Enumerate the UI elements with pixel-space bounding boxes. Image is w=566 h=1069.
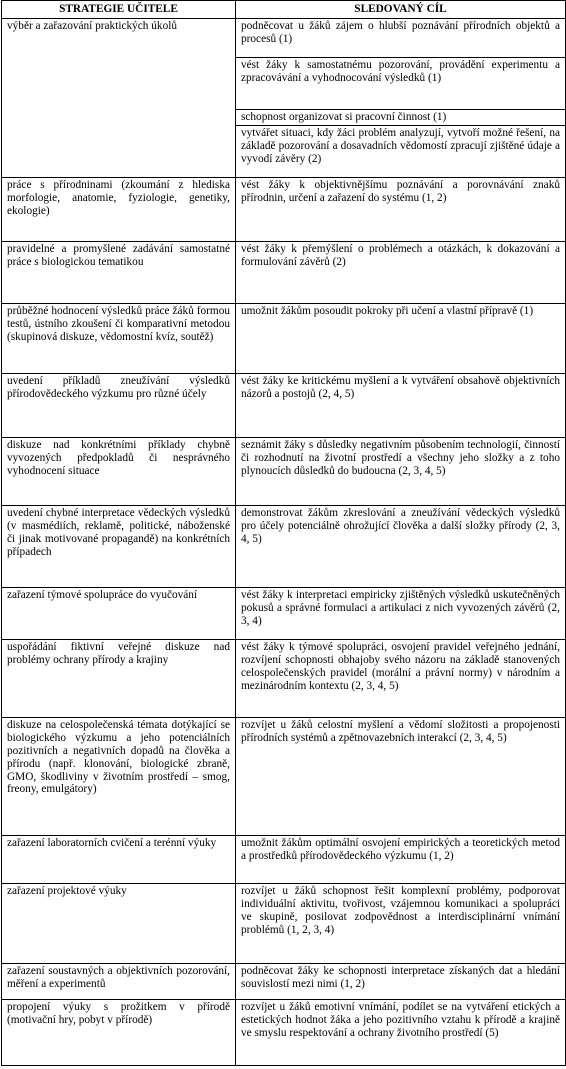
goal-cell: vést žáky k přemýšlení o problémech a otázkách, k dokazování a formulování závěrů (2) <box>236 242 566 304</box>
goal-cell: vést žáky k samostatnému pozorování, provádění experimentu a zpracovávání a vyhodnocování výsledků (1) <box>236 58 566 110</box>
strategy-cell: výběr a zařazování praktických úkolů <box>2 19 236 178</box>
header-strategy: STRATEGIE UČITELE <box>2 1 236 19</box>
header-row <box>2 1 566 19</box>
strategy-goal-table <box>1 0 566 1066</box>
strategy-cell: diskuze nad konkrétními příklady chybně vyvozených předpokladů či nesprávného vyhodnocení situace <box>2 438 236 506</box>
goal-cell: seznámit žáky s důsledky negativním působením technologií, činností či rozhodnutí na životní prostředí a všechny jeho složky a z toho plynoucích důsledků do budoucna (2, 3, 4, 5) <box>236 438 566 506</box>
header-goal: SLEDOVANÝ CÍL <box>236 1 566 19</box>
goal-cell: umožnit žákům optimální osvojení empirických a teoretických metod a prostředků přírodovědeckého výzkumu (1, 2) <box>236 836 566 884</box>
table-row <box>2 640 566 718</box>
strategy-cell: zařazení projektové výuky <box>2 884 236 964</box>
goal-cell: demonstrovat žákům zkreslování a zneužívání vědeckých výsledků pro účely potenciálně ohrožující člověka a další složky přírody (2, 3, 4, 5) <box>236 506 566 588</box>
table-row <box>2 588 566 640</box>
goal-cell: podněcovat žáky ke schopnosti interpretace získaných dat a hledání souvislostí mezi nimi (1, 2) <box>236 964 566 1000</box>
strategy-cell: zařazení soustavných a objektivních pozorování, měření a experimentů <box>2 964 236 1000</box>
table-row <box>2 304 566 374</box>
table-row <box>2 884 566 964</box>
table-row <box>2 836 566 884</box>
strategy-cell: propojení výuky s prožitkem v přírodě (motivační hry, pobyt v přírodě) <box>2 1000 236 1066</box>
strategy-cell: zařazení týmové spolupráce do vyučování <box>2 588 236 640</box>
goal-cell: rozvíjet u žáků celostní myšlení a vědomí složitosti a propojenosti přírodních systémů a zpětnovazebních interakcí (2, 3, 4, 5) <box>236 718 566 836</box>
table-row <box>2 19 566 58</box>
table-row <box>2 242 566 304</box>
goal-cell: vytvářet situaci, kdy žáci problém analyzují, vytvoří možné řešení, na základě pozorování a dosavadních vědomostí zpracují zjištěné údaje a vyvodí závěry (2) <box>236 126 566 178</box>
goal-cell: podněcovat u žáků zájem o hlubší poznávání přírodních objektů a procesů (1) <box>236 19 566 58</box>
strategy-cell: uspořádání fiktivní veřejné diskuze nad problémy ochrany přírody a krajiny <box>2 640 236 718</box>
goal-cell: schopnost organizovat si pracovní činnost (1) <box>236 110 566 126</box>
goal-cell: umožnit žákům posoudit pokroky při učení a vlastní přípravě (1) <box>236 304 566 374</box>
strategy-cell: průběžné hodnocení výsledků práce žáků formou testů, ústního zkoušení či komparativní metodou (skupinová diskuze, vědomostní kvíz, soutěž) <box>2 304 236 374</box>
strategy-cell: práce s přírodninami (zkoumání z hlediska morfologie, anatomie, fyziologie, genetiky, ekologie) <box>2 178 236 242</box>
table-row <box>2 178 566 242</box>
table-row <box>2 506 566 588</box>
strategy-cell: uvedení příkladů zneužívání výsledků přírodovědeckého výzkumu pro různé účely <box>2 374 236 438</box>
goal-cell: vést žáky k objektivnějšímu poznávání a porovnávání znaků přírodnin, určení a zařazení do systému (1, 2) <box>236 178 566 242</box>
strategy-cell: pravidelné a promyšlené zadávání samostatné práce s biologickou tematikou <box>2 242 236 304</box>
goal-cell: rozvíjet u žáků schopnost řešit komplexní problémy, podporovat individuální aktivitu, tvořivost, vzájemnou komunikaci a spolupráci ve skupině, posilovat zodpovědnost a interdisciplinární vnímání problémů (1, 2, 3, 4) <box>236 884 566 964</box>
goal-cell: rozvíjet u žáků emotivní vnímání, podílet se na vytváření etických a estetických hodnot žáka a jeho pozitivního vztahu k přírodě a krajině ve smyslu respektování a ochrany životního prostředí (5) <box>236 1000 566 1066</box>
strategy-cell: uvedení chybné interpretace vědeckých výsledků (v masmédiích, reklamě, politické, náboženské či jinak motivované propagandě) na konkrétních případech <box>2 506 236 588</box>
table-row <box>2 964 566 1000</box>
goal-cell: vést žáky k interpretaci empiricky zjištěných výsledků uskutečněných pokusů a správné formulaci a artikulaci z nich vyvozených závěrů (2, 3, 4) <box>236 588 566 640</box>
strategy-cell: diskuze na celospolečenská témata dotýkající se biologického výzkumu a jeho potenciálních pozitivních a negativních dopadů na člověka a přírodu (např. klonování, biologické zbraně, GMO, škodliviny v životním prostředí – smog, freony, emulgátory) <box>2 718 236 836</box>
table-row <box>2 438 566 506</box>
table-row <box>2 1000 566 1066</box>
goal-cell: vést žáky ke kritickému myšlení a k vytváření obsahově objektivních názorů a postojů (2, 4, 5) <box>236 374 566 438</box>
table-row <box>2 374 566 438</box>
table-row <box>2 718 566 836</box>
goal-cell: vést žáky k týmové spolupráci, osvojení pravidel veřejného jednání, rozvíjení schopnosti obhajoby svého názoru na základě stanovených celospolečenských pravidel (morální a právní normy) v národním a mezinárodním kontextu (2, 3, 4, 5) <box>236 640 566 718</box>
strategy-cell: zařazení laboratorních cvičení a terénní výuky <box>2 836 236 884</box>
